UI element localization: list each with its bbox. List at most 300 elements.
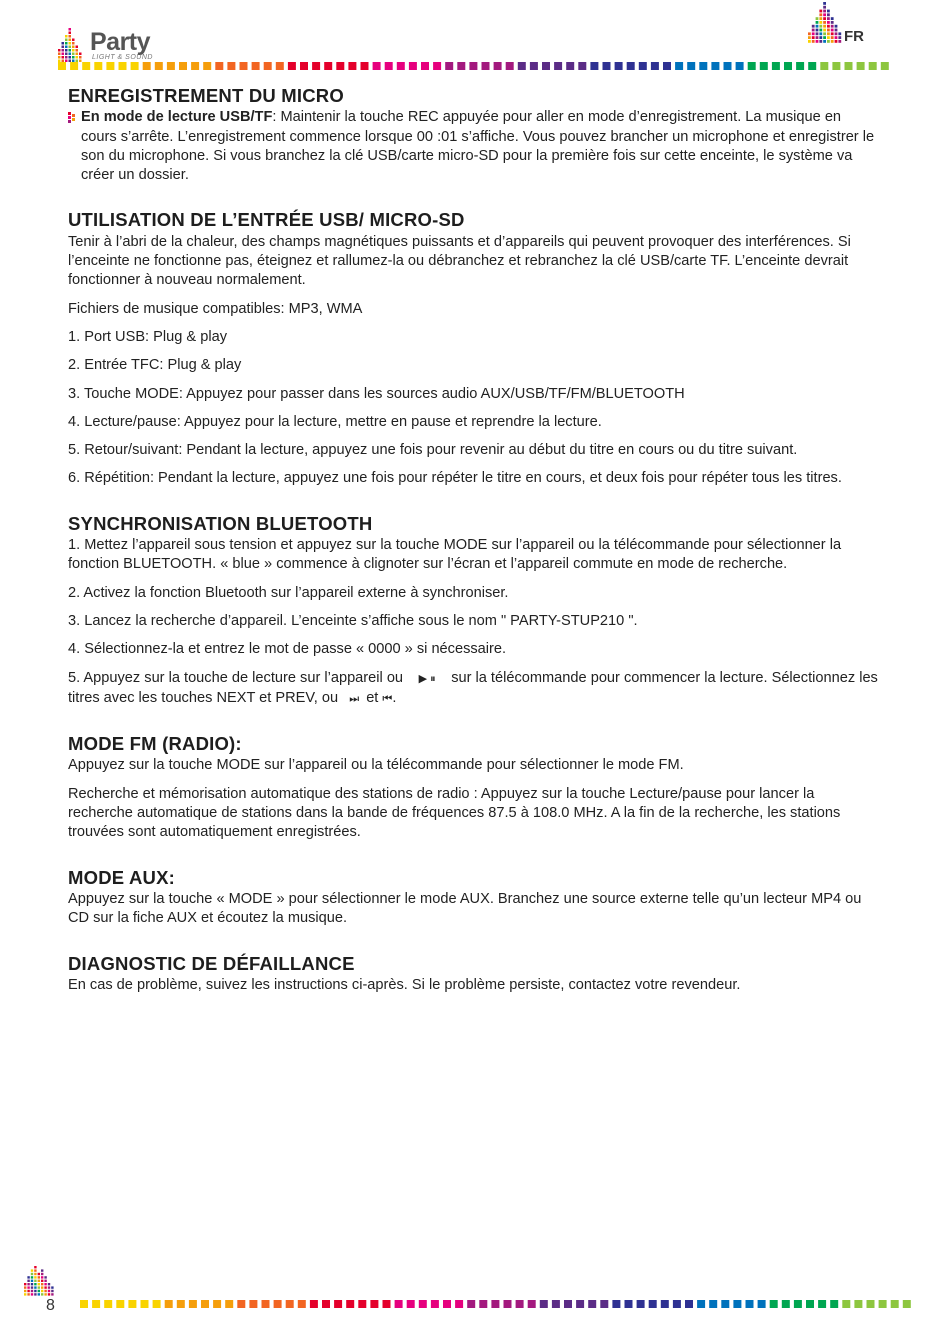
color-dot: [891, 1300, 899, 1308]
equalizer-cell: [38, 1276, 40, 1278]
bullet-text: : Maintenir la touche REC appuyée pour aller en mode d’enregistrement. La musique en cours s’arrête. L’enregistrement commence lorsque 00 :01 s’affiche. Vous pouvez brancher un microphone et enregistrer le son du microphone. Si vous branchez la clé USB/carte micro-SD pour la première fois sur cette enceinte, le système va créer un dossier.: [81, 109, 875, 184]
color-dot: [445, 62, 453, 70]
equalizer-cell: [835, 36, 838, 39]
section-fm-radio: [68, 734, 880, 842]
color-dot: [358, 1300, 366, 1308]
bullet-lead: En mode de lecture USB/TF: [81, 109, 273, 126]
color-dot: [189, 1300, 197, 1308]
color-dot: [179, 62, 187, 70]
color-dot: [203, 62, 211, 70]
brand-logo: [58, 26, 168, 66]
color-dot: [70, 62, 78, 70]
equalizer-cell: [819, 32, 822, 35]
language-marker: [808, 2, 868, 47]
color-dot: [116, 1300, 124, 1308]
color-dot: [528, 1300, 536, 1308]
equalizer-cell: [808, 36, 811, 39]
color-dot: [699, 62, 707, 70]
color-dot: [772, 62, 780, 70]
equalizer-cell: [816, 29, 819, 32]
equalizer-cell: [62, 56, 65, 59]
color-dot-divider: [58, 62, 903, 71]
color-dot: [482, 62, 490, 70]
equalizer-cell: [76, 49, 79, 52]
equalizer-cell: [831, 21, 834, 24]
equalizer-cell: [65, 39, 68, 42]
equalizer-cell: [51, 1290, 53, 1292]
equalizer-cell: [69, 35, 72, 38]
color-dot: [407, 1300, 415, 1308]
section-bluetooth: [68, 514, 880, 709]
equalizer-cell: [31, 1290, 33, 1292]
equalizer-cell: [58, 53, 61, 56]
equalizer-cell: [38, 1293, 40, 1295]
equalizer-cell: [819, 10, 822, 13]
list-item: 2. Entrée TFC: Plug & play: [68, 357, 242, 374]
color-dot: [419, 1300, 427, 1308]
equalizer-cell: [76, 53, 79, 56]
equalizer-cell: [72, 49, 75, 52]
section-title: UTILISATION DE L’ENTRÉE USB/ MICRO-SD: [68, 209, 465, 231]
equalizer-cell: [835, 25, 838, 28]
color-dot: [80, 1300, 88, 1308]
equalizer-cell: [823, 17, 826, 20]
color-dot: [106, 62, 114, 70]
color-dot: [165, 1300, 173, 1308]
language-label: FR: [844, 28, 864, 45]
color-dot: [153, 1300, 161, 1308]
equalizer-cell: [72, 56, 75, 59]
equalizer-cell: [24, 1290, 26, 1292]
color-dot: [540, 1300, 548, 1308]
equalizer-cell: [62, 53, 65, 56]
color-dot: [373, 62, 381, 70]
paragraph: Fichiers de musique compatibles: MP3, WMA: [68, 300, 363, 317]
color-dot: [564, 1300, 572, 1308]
color-dot: [661, 1300, 669, 1308]
color-dot: [687, 62, 695, 70]
color-dot: [758, 1300, 766, 1308]
color-dot: [637, 1300, 645, 1308]
color-dot: [201, 1300, 209, 1308]
color-dot: [590, 62, 598, 70]
equalizer-cell: [76, 56, 79, 59]
equalizer-cell: [823, 10, 826, 13]
step-text: 5. Appuyez sur la touche de lecture sur l’appareil ou: [68, 669, 404, 686]
equalizer-cell: [24, 1293, 26, 1295]
equalizer-cell: [44, 1290, 46, 1292]
equalizer-cell: [827, 29, 830, 32]
color-dot: [312, 62, 320, 70]
color-dot: [361, 62, 369, 70]
color-dot: [274, 1300, 282, 1308]
color-dot: [58, 62, 66, 70]
equalizer-cell: [835, 40, 838, 43]
equalizer-cell: [827, 25, 830, 28]
color-dot: [249, 1300, 257, 1308]
paragraph: Tenir à l’abri de la chaleur, des champs magnétiques puissants et d’appareils qui peuvent provoquer des interférences. Si l’enceinte ne fonctionne pas, éteignez et rallumez-la ou débranchez et rebranchez la clé USB/carte TF. L’enceinte devrait fonctionner à nouveau normalement.: [68, 233, 851, 289]
equalizer-cell: [79, 56, 82, 59]
equalizer-cell: [41, 1293, 43, 1295]
color-dot: [334, 1300, 342, 1308]
color-dot: [711, 62, 719, 70]
equalizer-cell: [69, 28, 72, 31]
color-dot: [467, 1300, 475, 1308]
equalizer-cell: [823, 2, 826, 5]
equalizer-cell: [44, 1286, 46, 1288]
equalizer-bars-icon: [58, 28, 88, 64]
equalizer-cell: [69, 49, 72, 52]
equalizer-cell: [72, 42, 75, 45]
color-dot: [685, 1300, 693, 1308]
color-dot: [141, 1300, 149, 1308]
equalizer-cell: [823, 6, 826, 9]
equalizer-cell: [812, 32, 815, 35]
color-dot: [104, 1300, 112, 1308]
color-dot: [854, 1300, 862, 1308]
color-dot: [845, 62, 853, 70]
equalizer-cell: [58, 49, 61, 52]
equalizer-cell: [819, 40, 822, 43]
equalizer-cell: [65, 46, 68, 49]
color-dot: [832, 62, 840, 70]
color-dot: [431, 1300, 439, 1308]
color-dot: [794, 1300, 802, 1308]
equalizer-cell: [51, 1293, 53, 1295]
equalizer-cell: [823, 40, 826, 43]
color-dot: [494, 62, 502, 70]
color-dot: [542, 62, 550, 70]
equalizer-cell: [58, 56, 61, 59]
color-dot: [262, 1300, 270, 1308]
equalizer-cell: [827, 13, 830, 16]
list-item: 3. Lancez la recherche d’appareil. L’enceinte s’affiche sous le nom " PARTY-STUP210 ".: [68, 612, 638, 629]
color-dot: [820, 62, 828, 70]
equalizer-cell: [831, 40, 834, 43]
color-dot: [842, 1300, 850, 1308]
equalizer-cell: [819, 13, 822, 16]
equalizer-cell: [823, 29, 826, 32]
step-text: sur la télécommande pour commencer la lecture. Sélectionnez les titres avec les touches NEXT et PREV, ou: [68, 669, 878, 706]
equalizer-cell: [41, 1269, 43, 1271]
equalizer-cell: [38, 1286, 40, 1288]
equalizer-cell: [27, 1283, 29, 1285]
color-dot: [697, 1300, 705, 1308]
equalizer-cell: [65, 49, 68, 52]
bullet-icon: [68, 112, 76, 124]
equalizer-cell: [41, 1280, 43, 1282]
equalizer-cell: [831, 17, 834, 20]
equalizer-cell: [34, 1269, 36, 1271]
color-dot: [506, 62, 514, 70]
color-dot: [213, 1300, 221, 1308]
equalizer-cell: [76, 46, 79, 49]
color-dot: [395, 1300, 403, 1308]
color-dot: [770, 1300, 778, 1308]
equalizer-cell: [65, 56, 68, 59]
equalizer-cell: [827, 17, 830, 20]
equalizer-bars-icon: [24, 1266, 64, 1298]
color-dot: [191, 62, 199, 70]
color-dot: [625, 1300, 633, 1308]
equalizer-cell: [34, 1290, 36, 1292]
color-dot: [673, 1300, 681, 1308]
color-dot: [310, 1300, 318, 1308]
equalizer-cell: [34, 1293, 36, 1295]
equalizer-cell: [41, 1286, 43, 1288]
color-dot: [554, 62, 562, 70]
color-dot: [225, 1300, 233, 1308]
equalizer-cell: [27, 1290, 29, 1292]
color-dot: [300, 62, 308, 70]
section-usb-input: [68, 210, 880, 488]
equalizer-cell: [808, 40, 811, 43]
equalizer-cell: [62, 46, 65, 49]
equalizer-cell: [44, 1283, 46, 1285]
equalizer-cell: [819, 36, 822, 39]
equalizer-cell: [812, 29, 815, 32]
equalizer-cell: [69, 39, 72, 42]
equalizer-cell: [827, 21, 830, 24]
equalizer-cell: [831, 25, 834, 28]
color-dot: [808, 62, 816, 70]
equalizer-cell: [38, 1273, 40, 1275]
paragraph: En cas de problème, suivez les instructions ci-après. Si le problème persiste, contactez votre revendeur.: [68, 976, 741, 993]
equalizer-cell: [816, 36, 819, 39]
equalizer-cell: [823, 32, 826, 35]
equalizer-cell: [816, 17, 819, 20]
equalizer-cell: [44, 1280, 46, 1282]
equalizer-cell: [51, 1286, 53, 1288]
equalizer-cell: [31, 1286, 33, 1288]
color-dot: [830, 1300, 838, 1308]
paragraph: Recherche et mémorisation automatique des stations de radio : Appuyez sur la touche Lecture/pause pour lancer la recherche automatique de stations dans la bande de fréquences 87.5 à 108.0 MHz. A la fin de la recherche, les stations trouvées sont automatiquement enregistrées.: [68, 785, 841, 841]
color-dot: [733, 1300, 741, 1308]
equalizer-cell: [62, 49, 65, 52]
color-dot: [784, 62, 792, 70]
color-dot: [504, 1300, 512, 1308]
equalizer-cell: [34, 1273, 36, 1275]
section-title: MODE AUX:: [68, 866, 175, 888]
list-item: 1. Mettez l’appareil sous tension et appuyez sur la touche MODE sur l’appareil ou la télécommande pour sélectionner la fonction BLUETOOTH. « blue » commence à clignoter sur l’écran et l’appareil commute en mode de recherche.: [68, 537, 842, 573]
equalizer-cell: [48, 1283, 50, 1285]
equalizer-cell: [823, 13, 826, 16]
color-dot: [385, 62, 393, 70]
equalizer-cell: [41, 1290, 43, 1292]
list-item: 4. Lecture/pause: Appuyez pour la lecture, mettre en pause et reprendre la lecture.: [68, 413, 602, 430]
equalizer-cell: [69, 32, 72, 35]
color-dot: [455, 1300, 463, 1308]
equalizer-cell: [827, 32, 830, 35]
color-dot: [240, 62, 248, 70]
color-dot: [612, 1300, 620, 1308]
color-dot: [92, 1300, 100, 1308]
equalizer-cell: [31, 1293, 33, 1295]
color-dot: [409, 62, 417, 70]
color-dot: [491, 1300, 499, 1308]
color-dot: [782, 1300, 790, 1308]
equalizer-cell: [819, 17, 822, 20]
color-dot: [663, 62, 671, 70]
equalizer-cell: [72, 53, 75, 56]
equalizer-cell: [812, 40, 815, 43]
color-dot: [760, 62, 768, 70]
equalizer-cell: [41, 1283, 43, 1285]
color-dot: [443, 1300, 451, 1308]
color-dot: [588, 1300, 596, 1308]
equalizer-cell: [27, 1293, 29, 1295]
color-dot: [724, 62, 732, 70]
section-aux: [68, 868, 880, 929]
color-dot: [82, 62, 90, 70]
color-dot: [516, 1300, 524, 1308]
list-item: [68, 669, 880, 710]
color-dot: [639, 62, 647, 70]
color-dot: [603, 62, 611, 70]
equalizer-cell: [38, 1290, 40, 1292]
equalizer-cell: [48, 1293, 50, 1295]
color-dot: [530, 62, 538, 70]
color-dot: [806, 1300, 814, 1308]
logo-tagline: LIGHT & SOUND: [92, 54, 153, 61]
step-text: .: [392, 689, 397, 706]
color-dot: [651, 62, 659, 70]
equalizer-cell: [831, 29, 834, 32]
equalizer-cell: [34, 1266, 36, 1268]
equalizer-cell: [816, 25, 819, 28]
list-item: 5. Retour/suivant: Pendant la lecture, appuyez une fois pour revenir au début du titre en cours ou du titre suivant.: [68, 442, 798, 459]
equalizer-cell: [838, 36, 841, 39]
equalizer-cell: [812, 25, 815, 28]
color-dot: [348, 62, 356, 70]
equalizer-cell: [816, 21, 819, 24]
equalizer-cell: [823, 36, 826, 39]
equalizer-cell: [69, 42, 72, 45]
color-dot: [796, 62, 804, 70]
play-pause-icon: ▶ ⏸: [418, 672, 436, 685]
color-dot: [286, 1300, 294, 1308]
equalizer-cell: [69, 56, 72, 59]
equalizer-cell: [831, 36, 834, 39]
color-dot: [237, 1300, 245, 1308]
equalizer-cell: [27, 1286, 29, 1288]
color-dot: [421, 62, 429, 70]
color-dot: [119, 62, 127, 70]
equalizer-cell: [38, 1280, 40, 1282]
color-dot: [881, 62, 889, 70]
color-dot: [288, 62, 296, 70]
color-dot: [383, 1300, 391, 1308]
equalizer-cell: [827, 36, 830, 39]
page-number: 8: [46, 1297, 55, 1314]
color-dot: [615, 62, 623, 70]
color-dot: [721, 1300, 729, 1308]
color-dot: [143, 62, 151, 70]
equalizer-cell: [823, 25, 826, 28]
color-dot: [746, 1300, 754, 1308]
equalizer-cell: [835, 29, 838, 32]
step-text: et: [366, 689, 379, 706]
color-dot: [903, 1300, 911, 1308]
equalizer-cell: [44, 1293, 46, 1295]
equalizer-cell: [827, 10, 830, 13]
color-dot: [131, 62, 139, 70]
equalizer-cell: [838, 32, 841, 35]
equalizer-cell: [65, 42, 68, 45]
equalizer-cell: [34, 1280, 36, 1282]
color-dot: [578, 62, 586, 70]
section-diagnostic: [68, 954, 880, 996]
equalizer-cell: [24, 1283, 26, 1285]
equalizer-cell: [34, 1286, 36, 1288]
equalizer-cell: [41, 1273, 43, 1275]
color-dot: [627, 62, 635, 70]
equalizer-cell: [34, 1276, 36, 1278]
color-dot: [215, 62, 223, 70]
color-dot: [227, 62, 235, 70]
color-dot: [276, 62, 284, 70]
color-dot: [576, 1300, 584, 1308]
equalizer-cell: [72, 39, 75, 42]
section-micro-recording: [68, 86, 880, 185]
color-dot: [469, 62, 477, 70]
color-dot: [736, 62, 744, 70]
equalizer-cell: [31, 1283, 33, 1285]
color-dot: [869, 62, 877, 70]
color-dot: [397, 62, 405, 70]
section-title: DIAGNOSTIC DE DÉFAILLANCE: [68, 952, 355, 974]
equalizer-cell: [65, 53, 68, 56]
color-dot-divider: [80, 1300, 920, 1309]
logo-word: Party: [90, 28, 151, 56]
color-dot: [479, 1300, 487, 1308]
color-dot: [675, 62, 683, 70]
equalizer-cell: [819, 29, 822, 32]
equalizer-cell: [34, 1283, 36, 1285]
page-content: [68, 86, 880, 1020]
equalizer-cell: [79, 53, 82, 56]
paragraph: Appuyez sur la touche « MODE » pour sélectionner le mode AUX. Branchez une source externe telle qu’un lecteur MP4 ou CD sur la fiche AUX et écoutez la musique.: [68, 890, 862, 927]
list-item: 4. Sélectionnez-la et entrez le mot de passe « 0000 » si nécessaire.: [68, 641, 507, 658]
color-dot: [518, 62, 526, 70]
color-dot: [649, 1300, 657, 1308]
color-dot: [155, 62, 163, 70]
equalizer-cell: [41, 1276, 43, 1278]
color-dot: [566, 62, 574, 70]
equalizer-cell: [69, 53, 72, 56]
equalizer-cell: [69, 46, 72, 49]
equalizer-cell: [816, 32, 819, 35]
section-title: SYNCHRONISATION BLUETOOTH: [68, 512, 373, 534]
section-title: MODE FM (RADIO):: [68, 733, 242, 755]
equalizer-cell: [827, 40, 830, 43]
equalizer-cell: [65, 35, 68, 38]
list-item: 3. Touche MODE: Appuyez pour passer dans les sources audio AUX/USB/TF/FM/BLUETOOTH: [68, 385, 685, 402]
color-dot: [128, 1300, 136, 1308]
color-dot: [370, 1300, 378, 1308]
color-dot: [867, 1300, 875, 1308]
equalizer-cell: [31, 1273, 33, 1275]
equalizer-cell: [62, 42, 65, 45]
color-dot: [857, 62, 865, 70]
equalizer-cell: [31, 1269, 33, 1271]
equalizer-cell: [27, 1280, 29, 1282]
equalizer-cell: [831, 32, 834, 35]
list-item: 6. Répétition: Pendant la lecture, appuyez une fois pour répéter le titre en cours, et deux fois pour répéter tous les titres.: [68, 470, 842, 487]
equalizer-cell: [838, 40, 841, 43]
equalizer-cell: [819, 25, 822, 28]
equalizer-cell: [812, 36, 815, 39]
